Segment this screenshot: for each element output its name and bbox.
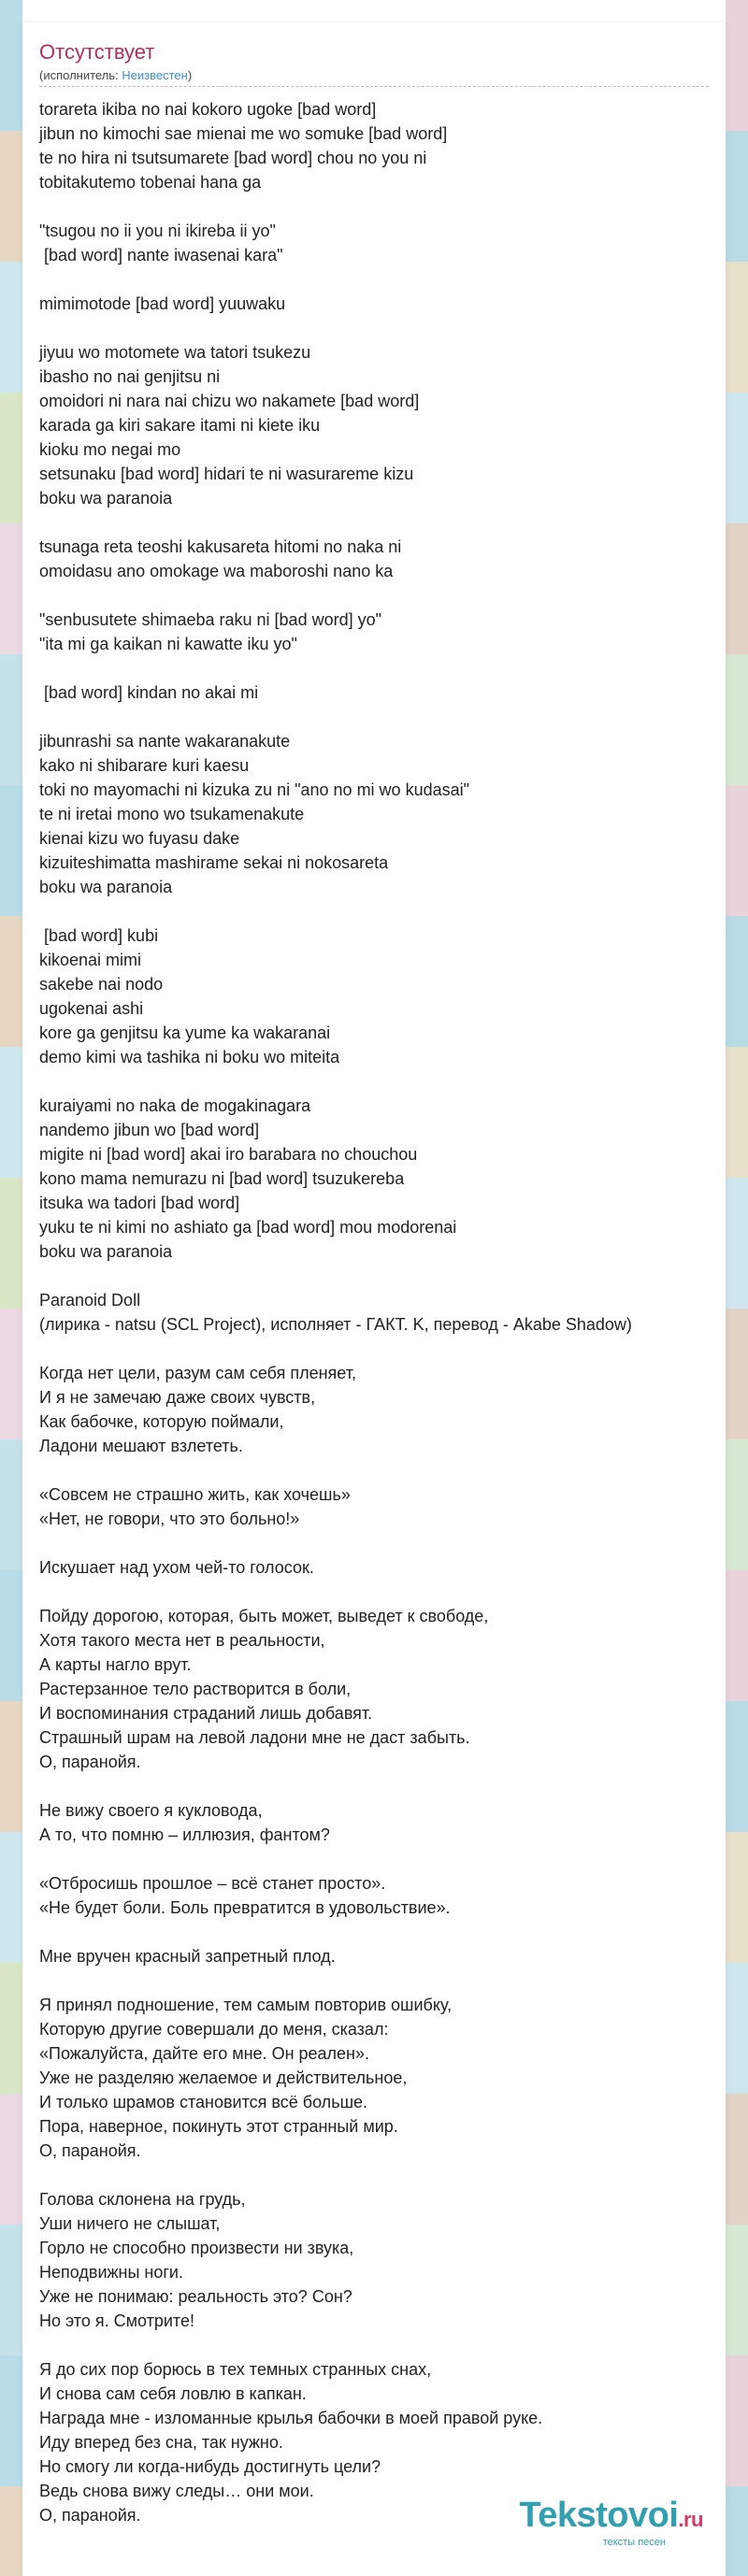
logo-tagline: тексты песен	[602, 2537, 666, 2548]
lyrics-line: ibasho no nai genjitsu ni	[39, 367, 221, 386]
lyrics-line: itsuka wa tadori [bad word]	[39, 1194, 240, 1212]
lyrics-line: kuraiyami no naka de mogakinagara	[39, 1096, 311, 1115]
lyrics-line: boku wa paranoia	[39, 878, 173, 896]
lyrics-line: Я принял подношение, тем самым повторив ошибку,	[39, 1996, 453, 2014]
stripe-segment	[0, 916, 22, 1047]
lyrics-line: [bad word] kindan no akai mi	[39, 683, 259, 702]
stripe-segment	[0, 1570, 22, 1701]
lyrics-line: Но смогу ли когда-нибудь достигнуть цели?	[39, 2457, 381, 2476]
stripe-segment	[726, 916, 748, 1047]
lyrics-stanza	[39, 535, 709, 583]
stripe-segment	[0, 2355, 22, 2486]
lyrics-line: mimimotode [bad word] yuuwaku	[39, 294, 286, 313]
lyrics-line: Уже не понимаю: реальность это? Сон?	[39, 2287, 352, 2306]
lyrics-line: boku wa paranoia	[39, 489, 173, 508]
song-header	[39, 39, 709, 84]
stripe-segment	[726, 0, 748, 131]
lyrics-line: kore ga genjitsu ka yume ka wakaranai	[39, 1023, 331, 1042]
lyrics-line: kizuiteshimatta mashirame sekai ni nokosareta	[39, 853, 389, 872]
lyrics-line: Пора, наверное, покинуть этот странный мир.	[39, 2117, 398, 2136]
lyrics-stanza	[39, 219, 709, 267]
lyrics-line: kono mama nemurazu ni [bad word] tsuzukereba	[39, 1169, 405, 1188]
lyrics-line: А то, что помню – иллюзия, фантом?	[39, 1825, 330, 1844]
header-divider	[39, 86, 709, 87]
lyrics-stanza	[39, 340, 709, 510]
artist-line	[39, 67, 709, 84]
artist-link[interactable]: Неизвестен	[122, 68, 188, 82]
lyrics-line: tobitakutemo tobenai hana ga	[39, 173, 262, 192]
lyrics-line: Страшный шрам на левой ладони мне не даст забыть.	[39, 1728, 470, 1747]
lyrics-line: ugokenai ashi	[39, 999, 144, 1018]
lyrics-line: kienai kizu wo fuyasu dake	[39, 829, 240, 848]
stripe-segment	[726, 2355, 748, 2486]
lyrics-line: «Не будет боли. Боль превратится в удовольствие».	[39, 1898, 451, 1917]
lyrics-line: Я до сих пор борюсь в тех темных странных снах,	[39, 2360, 432, 2379]
lyrics-line: jibunrashi sa nante wakaranakute	[39, 732, 291, 751]
stripe-segment	[0, 1178, 22, 1309]
lyrics-stanza	[39, 729, 709, 899]
stripe-segment	[0, 654, 22, 785]
stripe-segment	[0, 0, 22, 131]
stripe-segment	[0, 1047, 22, 1178]
lyrics-line: «Пожалуйста, дайте его мне. Он реален».	[39, 2044, 370, 2063]
lyrics-card	[22, 22, 726, 2576]
lyrics-line: «Нет, не говори, что это больно!»	[39, 1510, 300, 1528]
stripe-segment	[0, 131, 22, 262]
lyrics-line: Иду вперед без сна, так нужно.	[39, 2433, 283, 2452]
lyrics-stanza	[39, 923, 709, 1069]
site-logo[interactable]	[519, 2497, 703, 2548]
lyrics-line: sakebe nai nodo	[39, 975, 164, 994]
lyrics-line: omoidori ni nara nai chizu wo nakamete [bad word]	[39, 392, 420, 410]
lyrics-line: О, паранойя.	[39, 1753, 141, 1771]
lyrics-line: "ita mi ga kaikan ni kawatte iku yo"	[39, 635, 297, 653]
lyrics-line: tsunaga reta teoshi kakusareta hitomi no naka ni	[39, 537, 402, 556]
lyrics-line: «Отбросишь прошлое – всё станет просто».	[39, 1874, 386, 1893]
lyrics-line: te no hira ni tsutsumarete [bad word] chou no you ni	[39, 149, 427, 167]
lyrics-line: (лирика - natsu (SCL Project), исполняет - ГАКТ. K, перевод - Akabe Shadow)	[39, 1315, 632, 1334]
stripe-segment	[726, 262, 748, 393]
stripe-segment	[726, 1047, 748, 1178]
stripe-segment	[726, 654, 748, 785]
lyrics-line: Награда мне - изломанные крылья бабочки в моей правой руке.	[39, 2409, 543, 2427]
lyrics-stanza	[39, 1944, 709, 1968]
lyrics-line: Хотя такого места нет в реальности,	[39, 1631, 325, 1650]
artist-prefix: (исполнитель:	[39, 68, 122, 82]
lyrics-line: И снова сам себя ловлю в капкан.	[39, 2384, 307, 2403]
stripe-segment	[0, 1832, 22, 1963]
lyrics-stanza	[39, 1094, 709, 1264]
lyrics-line: Ведь снова вижу следы… они мои.	[39, 2482, 314, 2500]
lyrics-line: Как бабочке, которую поймали,	[39, 1412, 284, 1431]
lyrics-stanza	[39, 292, 709, 316]
lyrics-line: nandemo jibun wo [bad word]	[39, 1121, 260, 1139]
lyrics-stanza	[39, 1555, 709, 1580]
left-decorative-stripes	[0, 0, 22, 2576]
stripe-segment	[0, 1701, 22, 1832]
stripe-segment	[0, 523, 22, 654]
lyrics-line: Неподвижны ноги.	[39, 2263, 183, 2282]
right-decorative-stripes	[726, 0, 748, 2576]
lyrics-line: Голова склонена на грудь,	[39, 2190, 246, 2209]
lyrics-line: Горло не способно произвести ни звука,	[39, 2239, 354, 2257]
lyrics-line: omoidasu ano omokage wa maboroshi nano ka	[39, 562, 394, 580]
lyrics-line: karada ga kiri sakare itami ni kiete iku	[39, 416, 321, 435]
stripe-segment	[726, 1439, 748, 1570]
lyrics-line: О, паранойя.	[39, 2141, 141, 2160]
lyrics-line: toki no mayomachi ni kizuka zu ni "ano no mi wo kudasai"	[39, 780, 470, 799]
lyrics-line: А карты нагло врут.	[39, 1655, 192, 1674]
lyrics-stanza	[39, 1604, 709, 1774]
lyrics-stanza	[39, 608, 709, 656]
lyrics-stanza	[39, 1798, 709, 1847]
lyrics-line: Paranoid Doll	[39, 1291, 141, 1309]
stripe-segment	[726, 1832, 748, 1963]
lyrics-stanza	[39, 1871, 709, 1920]
lyrics-line: demo kimi wa tashika ni boku wo miteita	[39, 1048, 340, 1066]
lyrics-line: [bad word] kubi	[39, 926, 159, 945]
lyrics-line: kioku mo negai mo	[39, 440, 181, 459]
lyrics-stanza	[39, 1482, 709, 1531]
lyrics-line: migite ni [bad word] akai iro barabara no chouchou	[39, 1145, 418, 1164]
lyrics-stanza	[39, 1993, 709, 2163]
stripe-segment	[0, 393, 22, 523]
stripe-segment	[0, 2486, 22, 2576]
lyrics-line: Пойду дорогою, которая, быть может, выведет к свободе,	[39, 1607, 489, 1625]
lyrics-stanza	[39, 2187, 709, 2333]
stripe-segment	[726, 2094, 748, 2225]
stripe-segment	[0, 262, 22, 393]
lyrics-line: Растерзанное тело растворится в боли,	[39, 1680, 352, 1698]
lyrics-line: [bad word] nante iwasenai kara"	[39, 246, 283, 265]
lyrics-stanza	[39, 97, 709, 194]
stripe-segment	[726, 2225, 748, 2355]
stripe-segment	[726, 131, 748, 262]
lyrics-line: О, паранойя.	[39, 2506, 141, 2525]
stripe-segment	[726, 1570, 748, 1701]
logo-tld: .ru	[678, 2508, 703, 2531]
stripe-segment	[726, 1701, 748, 1832]
stripe-segment	[0, 2094, 22, 2225]
lyrics-line: Когда нет цели, разум сам себя пленяет,	[39, 1364, 356, 1382]
lyrics-stanza	[39, 1288, 709, 1337]
lyrics-stanza	[39, 1361, 709, 1458]
lyrics-line: Уже не разделяю желаемое и действительное,	[39, 2068, 408, 2087]
song-title: Отсутствует	[39, 40, 155, 64]
lyrics-text	[39, 97, 709, 2552]
lyrics-line: jiyuu wo motomete wa tatori tsukezu	[39, 343, 311, 362]
stripe-segment	[0, 1439, 22, 1570]
lyrics-line: kikoenai mimi	[39, 951, 142, 969]
lyrics-line: jibun no kimochi sae mienai me wo somuke [bad word]	[39, 124, 448, 143]
stripe-segment	[0, 785, 22, 916]
lyrics-line: "senbusutete shimaeba raku ni [bad word] yo"	[39, 610, 381, 629]
logo-name: Tekstovoi	[519, 2496, 679, 2535]
stripe-segment	[0, 1963, 22, 2094]
lyrics-line: setsunaku [bad word] hidari te ni wasurareme kizu	[39, 465, 414, 483]
lyrics-stanza	[39, 680, 709, 705]
artist-suffix: )	[187, 68, 193, 82]
stripe-segment	[726, 523, 748, 654]
stripe-segment	[726, 1963, 748, 2094]
stripe-segment	[726, 785, 748, 916]
stripe-segment	[0, 2225, 22, 2355]
lyrics-line: "tsugou no ii you ni ikireba ii yo"	[39, 222, 276, 240]
lyrics-line: Мне вручен красный запретный плод.	[39, 1947, 336, 1966]
lyrics-line: Но это я. Смотрите!	[39, 2311, 194, 2330]
lyrics-line: Ладони мешают взлететь.	[39, 1437, 243, 1455]
lyrics-line: Которую другие совершали до меня, сказал:	[39, 2020, 389, 2039]
lyrics-line: Не вижу своего я кукловода,	[39, 1801, 263, 1820]
lyrics-line: kako ni shibarare kuri kaesu	[39, 756, 250, 775]
lyrics-line: И я не замечаю даже своих чувств,	[39, 1388, 316, 1407]
lyrics-line: boku wa paranoia	[39, 1242, 173, 1261]
stripe-segment	[726, 1309, 748, 1439]
stripe-segment	[0, 1309, 22, 1439]
lyrics-line: И воспоминания страданий лишь добавят.	[39, 1704, 373, 1723]
lyrics-line: И только шрамов становится всё больше.	[39, 2093, 368, 2111]
stripe-segment	[726, 1178, 748, 1309]
lyrics-line: Уши ничего не слышат,	[39, 2214, 221, 2233]
lyrics-line: «Совсем не страшно жить, как хочешь»	[39, 1485, 351, 1504]
lyrics-line: torareta ikiba no nai kokoro ugoke [bad word]	[39, 100, 377, 119]
lyrics-line: Искушает над ухом чей-то голосок.	[39, 1558, 314, 1577]
stripe-segment	[726, 2486, 748, 2576]
lyrics-line: te ni iretai mono wo tsukamenakute	[39, 805, 305, 823]
lyrics-line: yuku te ni kimi no ashiato ga [bad word] mou modorenai	[39, 1218, 457, 1237]
stripe-segment	[726, 393, 748, 523]
